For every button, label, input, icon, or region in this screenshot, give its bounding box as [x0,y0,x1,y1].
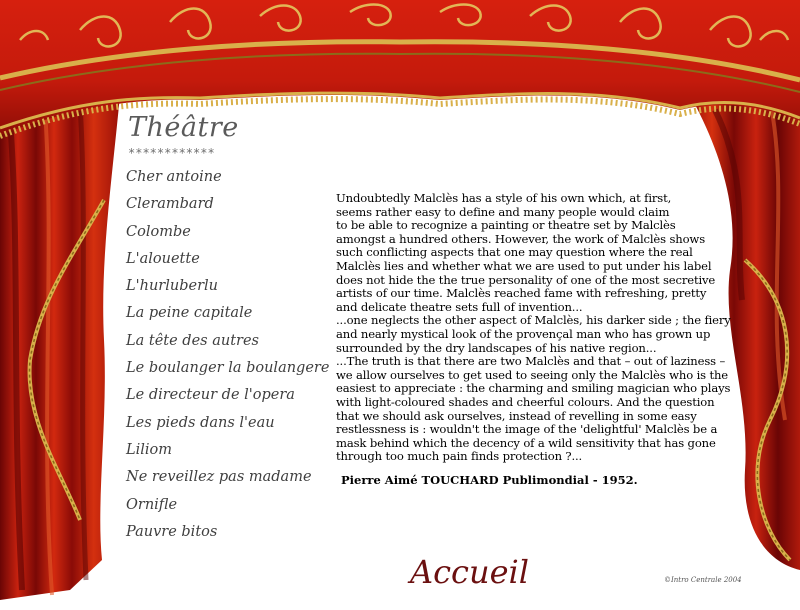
play-link-colombe[interactable]: Colombe [126,223,191,240]
play-link-liliom[interactable]: Liliom [126,441,173,458]
play-link-ne-reveillez-pas-madame[interactable]: Ne reveillez pas madame [126,469,312,486]
play-link-clerambard[interactable]: Clerambard [126,196,214,213]
play-link-lhurluberlu[interactable]: L'hurluberlu [126,278,218,295]
play-link-lalouette[interactable]: L'alouette [126,250,200,267]
sidebar-divider: ************ [128,146,215,160]
play-link-pauvre-bitos[interactable]: Pauvre bitos [126,523,218,540]
sidebar-title: Théâtre [128,112,239,143]
play-link-le-directeur-de-lopera[interactable]: Le directeur de l'opera [126,387,295,404]
home-link[interactable]: Accueil [410,553,529,591]
play-link-ornifle[interactable]: Ornifle [126,496,178,513]
copyright-notice: ©Intro Centrale 2004 [664,576,742,584]
quote-text: Undoubtedly Malclès has a style of his own which, at first, seems rather easy to define and many people would claim to be able to recognize a painting or theatre set by Malclès amongst a hundred others. However, the work of Malclès shows such conflicting aspects that one may question where the real Malclès lies and whether what we are used to put under his label does not hide the the true personality of one of the most secretive artists of our time. Malclès reached fame with refreshing, pretty and delicate theatre sets full of invention... ...one neglects the other aspect of Malclès, his darker side ; the fiery and nearly mystical look of the provençal man who has grown up surrounded by the dry landscapes of his native region... ...The truth is that there are two Malclès and that – out of laziness – we allow ourselves to get used to seeing only the Malclès who is the easiest to appreciate : the charming and smiling magician who plays with light-coloured shades and cheerful colours. And the question that we should ask ourselves, instead of revelling in some easy restlessness is : wouldn't the image of the 'delightful' Malclès be a mask behind which the decency of a wild sensitivity that has gone through too much pain finds protection ?... [336,191,731,464]
play-list [126,164,330,546]
play-link-la-tete-des-autres[interactable]: La tête des autres [126,332,259,349]
play-link-le-boulanger[interactable]: Le boulanger la boulangere [126,360,330,377]
quote-attribution: Pierre Aimé TOUCHARD Publimondial - 1952. [341,473,638,487]
play-link-les-pieds-dans-leau[interactable]: Les pieds dans l'eau [126,414,275,431]
play-link-la-peine-capitale[interactable]: La peine capitale [126,305,253,322]
play-link-cher-antoine[interactable]: Cher antoine [126,169,222,185]
